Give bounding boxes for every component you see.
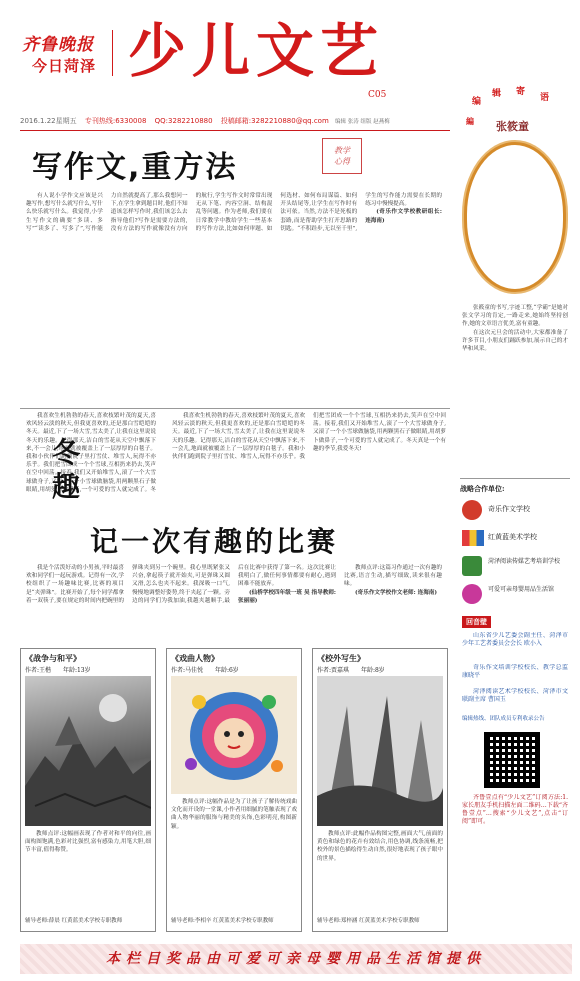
column-char-4: 语 [540, 93, 550, 103]
tag-line-1: 教学 [334, 146, 350, 155]
hhl-logo-icon [462, 530, 484, 546]
art-panel-age: 年龄:6岁 [214, 667, 239, 674]
footer-banner [20, 944, 572, 974]
tag-line-2: 心得 [334, 157, 350, 166]
qr-code[interactable] [484, 732, 540, 788]
badge-left-label: 編 [466, 116, 474, 126]
art-panel-author: 作者:王楷 [25, 667, 52, 674]
art-panel-title: 《戏曲人物》 [171, 653, 219, 663]
artwork-outdoor-sketch [317, 676, 443, 826]
art-panel-title: 《战争与和平》 [25, 653, 81, 663]
partner-item-hhl [460, 526, 570, 552]
hotline: 专刊热线:6330008 [84, 117, 147, 125]
lead-article-title: 写作文,重方法 [32, 150, 238, 185]
winter-body-left: 我喜欢生机勃勃的春天,喜欢枝繁叶茂的夏天,喜欢风轻云淡的秋天,但我更喜欢的,还是那白雪皑皑的冬天。最近,下了一场大雪,雪太美了,让我在这里说说冬天的乐趣。记得那天,洁白的雪花从天空中飘落下来,不一会儿,地面就被覆盖上了一层厚厚的白毯子。我和小伙伴们跑到院子里打雪仗、堆雪人,玩得不亦乐乎。我们把雪团成一个个雪球,互相扔来扔去,笑声在空中回荡。接着,我们又开始堆雪人,滚了一个大雪球做身子,又滚了一个小雪球做脑袋,用两颗黑石子做眼睛,用胡萝卜做鼻子,一个可爱的雪人就完成了。冬 [26, 413, 156, 493]
match-article-commenter: (奇乐作文学校作文老师: 连海南) [355, 589, 438, 596]
art-panel-teacher: 辅导老师:薛晨 红黄蓝美术学校专职教师 [25, 918, 123, 924]
column-char-1: 编 [472, 97, 482, 107]
art-panel-opera-figure [166, 648, 302, 932]
art-panel-age: 年龄:8岁 [360, 667, 385, 674]
art-panel-teacher: 辅导老师:郑梓涵 红黄蓝美术学校专职教师 [317, 918, 420, 924]
sidebar-body: 张筱童的书写,字迹工整,“学霸”是她对张文学习的肯定,一路走来,她始终坚持创作,她的文章语言优美,富有童趣。 在这次元旦会的活动中,大家都准备了许多节目,小朋友们踊跃参加,展示自己的才华和风采。 [462, 305, 568, 353]
section-divider [20, 408, 450, 409]
partner-name: 奇乐作文学校 [488, 505, 530, 513]
lead-article-author: (奇乐作文学校教研组长: 连海南) [365, 209, 442, 224]
news-item-3: 菏泽阅读艺术学校校长、菏泽市文联副主席 曹国玉 [462, 688, 568, 704]
partner-name: 可爱可亲母婴用品生活馆 [488, 586, 555, 593]
partner-item-reading [460, 554, 570, 580]
editor-portrait-frame [464, 142, 566, 292]
art-panel-title: 《校外写生》 [317, 653, 365, 663]
brand-bottom: 今日菏泽 [32, 57, 97, 75]
winter-title-char-1: 冬 [52, 436, 81, 469]
artwork-svg [317, 676, 443, 826]
match-article [20, 520, 450, 632]
sidebar [458, 76, 572, 944]
art-panel-author: 作者:马佳悦 [171, 667, 204, 674]
qr-caption: 齐鲁壹点有“少儿文艺”订阅方法:1.家长朋友手机扫描左面二维码…下载“齐鲁壹点”…搜索“少儿文艺”,点击“订阅”即可。 [462, 794, 568, 825]
artwork-svg [171, 676, 297, 794]
page-title: 少儿文艺 [128, 17, 385, 85]
page-code: C05 [368, 90, 387, 100]
art-panel-comment: 教师点评:此幅作品构图完整,画面大气,前面的黄色和绿色的花卉有效结合,用色协调,线条流畅,把校外的景色描绘得生动自然,很好地表现了孩子眼中的世界。 [317, 831, 443, 862]
partner-item-keaike [460, 582, 570, 608]
footer-text: 本栏目奖品由可爱可亲母婴用品生活馆提供 [106, 951, 486, 967]
lead-article-tag [322, 138, 362, 174]
art-panel-comment: 教师点评:这幅画表现了作者对和平的向往,画面构图饱满,色彩对比强烈,富有感染力,用笔大胆,细节丰富,值得称赞。 [25, 831, 151, 854]
column-char-3: 寄 [516, 87, 526, 97]
news-item-1: 山东省少儿艺委会副主任、菏泽市少年工艺者委员会会长 欧小入 [462, 632, 568, 648]
sidebar-note: 在这次元旦会的活动中,大家都准备了许多节目,小朋友们踊跃参加,展示自己的才华和风采。 [462, 329, 568, 353]
qq-number: QQ:3282210880 [154, 117, 213, 125]
masthead-info-bar [20, 116, 450, 130]
partner-name: 红黄蓝美术学校 [488, 533, 537, 541]
masthead-rule [20, 130, 450, 131]
winter-title-char-2: 趣 [52, 470, 81, 503]
art-panel-comment: 教师点评:这幅作品是为了让孩子了解传统戏曲文化而开设的一堂课,小作者用细腻的笔触表现了戏曲人物华丽的服饰与精美的头饰,色彩明亮,构图新颖。 [171, 799, 297, 830]
artwork-opera-figure [171, 676, 297, 794]
column-char-2: 辑 [492, 89, 502, 99]
reading-logo-icon [462, 556, 482, 576]
match-article-body: 我是个活泼好动的小男孩,平时最喜欢和同学们一起玩游戏。记得有一次,学校组织了一场趣味比赛,比赛的项目是“夹弹珠”。比赛开始了,每个同学都拿着一双筷子,要在规定的时间内把碗里的弹珠夹到另一个碗里。我心里既紧张又兴奋,拿起筷子就开始夹,可是弹珠又圆又滑,怎么也夹不起来。我深吸一口气,慢慢地调整好姿势,终于夹起了一颗。旁边的同学们为我加油,我越夹越顺手,最后在比赛中获得了第一名。这次比赛让我明白了,做任何事情都要有耐心,遇到困难不能放弃。 (仙桥学校四年级一班 吴 指导教师:张丽丽) 教师点评:这篇习作通过一次有趣的比赛,语言生动,描写细致,读来很有趣味。 (奇乐作文学校作文老师: 连海南) [26, 565, 442, 604]
winter-body-right: 我喜欢生机勃勃的春天,喜欢枝繁叶茂的夏天,喜欢风轻云淡的秋天,但我更喜欢的,还是那白雪皑皑的冬天。最近,下了一场大雪,雪太美了,让我在这里说说冬天的乐趣。记得那天,洁白的雪花从天空中飘落下来,不一会儿,地面就被覆盖上了一层厚厚的白毯子。我和小伙伴们跑到院子里打雪仗、堆雪人,玩得不亦乐乎。我们把雪团成一个个雪球,互相扔来扔去,笑声在空中回荡。接着,我们又开始堆雪人,滚了一个大雪球做身子,又滚了一个小雪球做脑袋,用两颗黑石子做眼睛,用胡萝卜做鼻子,一个可爱的雪人就完成了。冬天真是一个有趣的季节,我爱冬天! [172, 413, 446, 461]
keaike-logo-icon [462, 584, 482, 604]
sidebar-divider [460, 478, 570, 479]
news-item-2: 奇乐作文培训学校校长、教学总监 康晓平 [462, 664, 568, 680]
match-article-title: 记一次有趣的比赛 [90, 525, 339, 558]
editors: 编辑 张涛 组版 赵燕梅 [335, 119, 390, 125]
submission-email: 投稿邮箱:3282210880@qq.com [220, 117, 329, 125]
artwork-war-and-peace [25, 676, 151, 826]
art-panels [20, 648, 450, 934]
news-label: 回音壁 [462, 616, 491, 628]
lead-article [20, 136, 450, 416]
winter-title [52, 436, 80, 504]
brand-top: 齐鲁晚报 [22, 35, 94, 55]
date-line: 2016.1.22星期五 [20, 117, 77, 125]
match-article-author: (仙桥学校四年级一班 吴 指导教师:张丽丽) [238, 589, 336, 604]
art-panel-outdoor-sketch [312, 648, 448, 932]
qile-logo-icon [462, 500, 482, 520]
art-panel-teacher: 辅导老师:李相辛 红黄蓝美术学校专职教师 [171, 918, 274, 924]
sidebar-column-label [470, 82, 560, 107]
qr-title: 编辑热线、团队成员专利收录公告 [462, 716, 545, 722]
editor-name: 张筱童 [496, 120, 529, 133]
sidebar-editor-badge [466, 112, 562, 138]
art-panel-age: 年龄:13岁 [62, 667, 91, 674]
partner-item-qile [460, 498, 570, 524]
partner-name: 菏泽阅读传媒艺考培训学校 [488, 558, 561, 565]
winter-article [20, 412, 450, 494]
art-panel-author: 作者:贾嘉琪 [317, 667, 350, 674]
match-article-comment: 教师点评:这篇习作通过一次有趣的比赛,语言生动,描写细致,读来很有趣味。 [344, 565, 442, 588]
partners-title: 战略合作单位: [460, 484, 505, 493]
art-panel-war-and-peace [20, 648, 156, 932]
artwork-svg [25, 676, 151, 826]
lead-article-body: 有人说小学作文应该是兴趣写作,想写什么就写什么,写什么快乐就写什么。我觉得,小学生写作文的确要“多读、多写”“读多了、写多了”,写作能力自然就提高了,那么我想问一下,在学生拿到题目时,他们不知道该怎样写作时,我们该怎么去指导他们?写作是需要方法的,没有方法的写作就像没有方向的航行,学生写作文时常常出现无从下笔、内容空洞、结构混乱等问题。作为老师,我们要在日常教学中教给学生一些基本的写作方法,比如如何审题、如何选材、如何布局谋篇、如何开头结尾等,让学生在写作时有法可依。当然,方法不是死板的套路,而是帮助学生打开思路的钥匙。“不积跬步,无以至千里”,学生的写作能力需要在长期的练习中慢慢提高。 (奇乐作文学校教研组长: 连海南) [26, 193, 442, 232]
brand-divider [112, 30, 113, 76]
